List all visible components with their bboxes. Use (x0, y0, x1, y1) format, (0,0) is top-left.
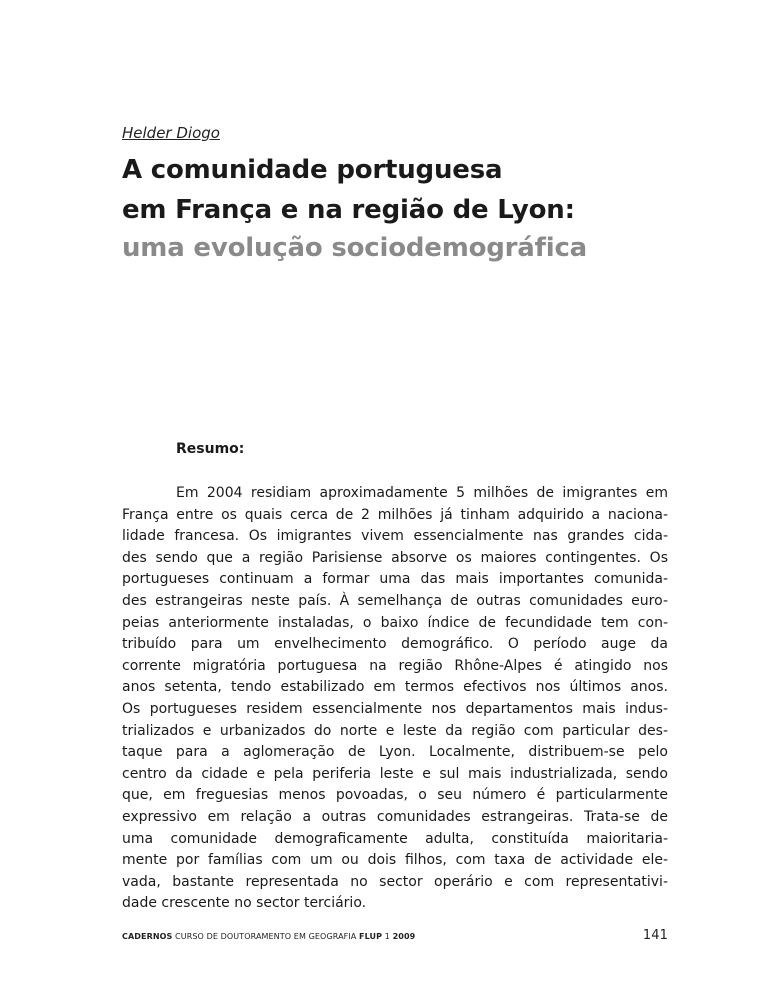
title-line-2: em França e na região de Lyon: (122, 195, 575, 225)
journal-reference (122, 932, 415, 941)
abstract-line: tribuído para um envelhecimento demográfico. O período auge da (122, 636, 668, 653)
abstract-line: expressivo em relação a outras comunidades estrangeiras. Trata-se de (122, 808, 668, 825)
author-name: Helder Diogo (122, 124, 220, 142)
abstract-line: que, em freguesias menos povoadas, o seu número é particularmente (122, 787, 668, 804)
abstract-line: corrente migratória portuguesa na região Rhône-Alpes é atingido nos (122, 657, 668, 674)
abstract-heading: Resumo: (176, 441, 245, 457)
abstract-line: Em 2004 residiam aproximadamente 5 milhões de imigrantes em (176, 485, 668, 501)
journal-name: CADERNOS (122, 932, 173, 941)
abstract-body (122, 483, 668, 915)
abstract-line: centro da cidade e pela periferia leste e sul mais industrializada, sendo (122, 765, 668, 782)
abstract-line: vada, bastante representada no sector operário e com representativi- (122, 873, 668, 890)
article-title (122, 150, 682, 230)
abstract-line: Os portugueses residem essencialmente nos departamentos mais indus- (122, 700, 668, 717)
abstract-line: peias anteriormente instaladas, o baixo índice de fecundidade tem con- (122, 614, 668, 631)
abstract-line: trializados e urbanizados do norte e leste da região com particular des- (122, 722, 668, 739)
journal-course: CURSO DE DOUTORAMENTO EM GEOGRAFIA (175, 932, 357, 941)
title-line-1: A comunidade portuguesa (122, 155, 503, 185)
page-footer (122, 928, 668, 944)
abstract-line: anos setenta, tendo estabilizado em termos efectivos nos últimos anos. (122, 679, 668, 696)
abstract-line: França entre os quais cerca de 2 milhões já tinham adquirido a naciona- (122, 506, 668, 523)
abstract-line: lidade francesa. Os imigrantes vivem essencialmente nas grandes cida- (122, 528, 668, 545)
journal-issue: 1 (384, 932, 390, 941)
abstract-line: dade crescente no sector terciário. (122, 895, 367, 912)
journal-faculty: FLUP (359, 932, 383, 941)
abstract-line: uma comunidade demograficamente adulta, constituída maioritaria- (122, 830, 668, 847)
abstract-line: taque para a aglomeração de Lyon. Localmente, distribuem-se pelo (122, 744, 668, 761)
abstract-line: portugueses continuam a formar uma das mais importantes comunida- (122, 571, 668, 588)
page-number: 141 (642, 928, 668, 943)
abstract-line: mente por famílias com um ou dois filhos, com taxa de actividade ele- (122, 852, 668, 869)
abstract-line: des sendo que a região Parisiense absorve os maiores contingentes. Os (122, 549, 668, 566)
journal-year: 2009 (392, 932, 416, 941)
article-subtitle: uma evolução sociodemográfica (122, 233, 588, 263)
abstract-line: des estrangeiras neste país. À semelhança de outras comunidades euro- (122, 592, 668, 609)
